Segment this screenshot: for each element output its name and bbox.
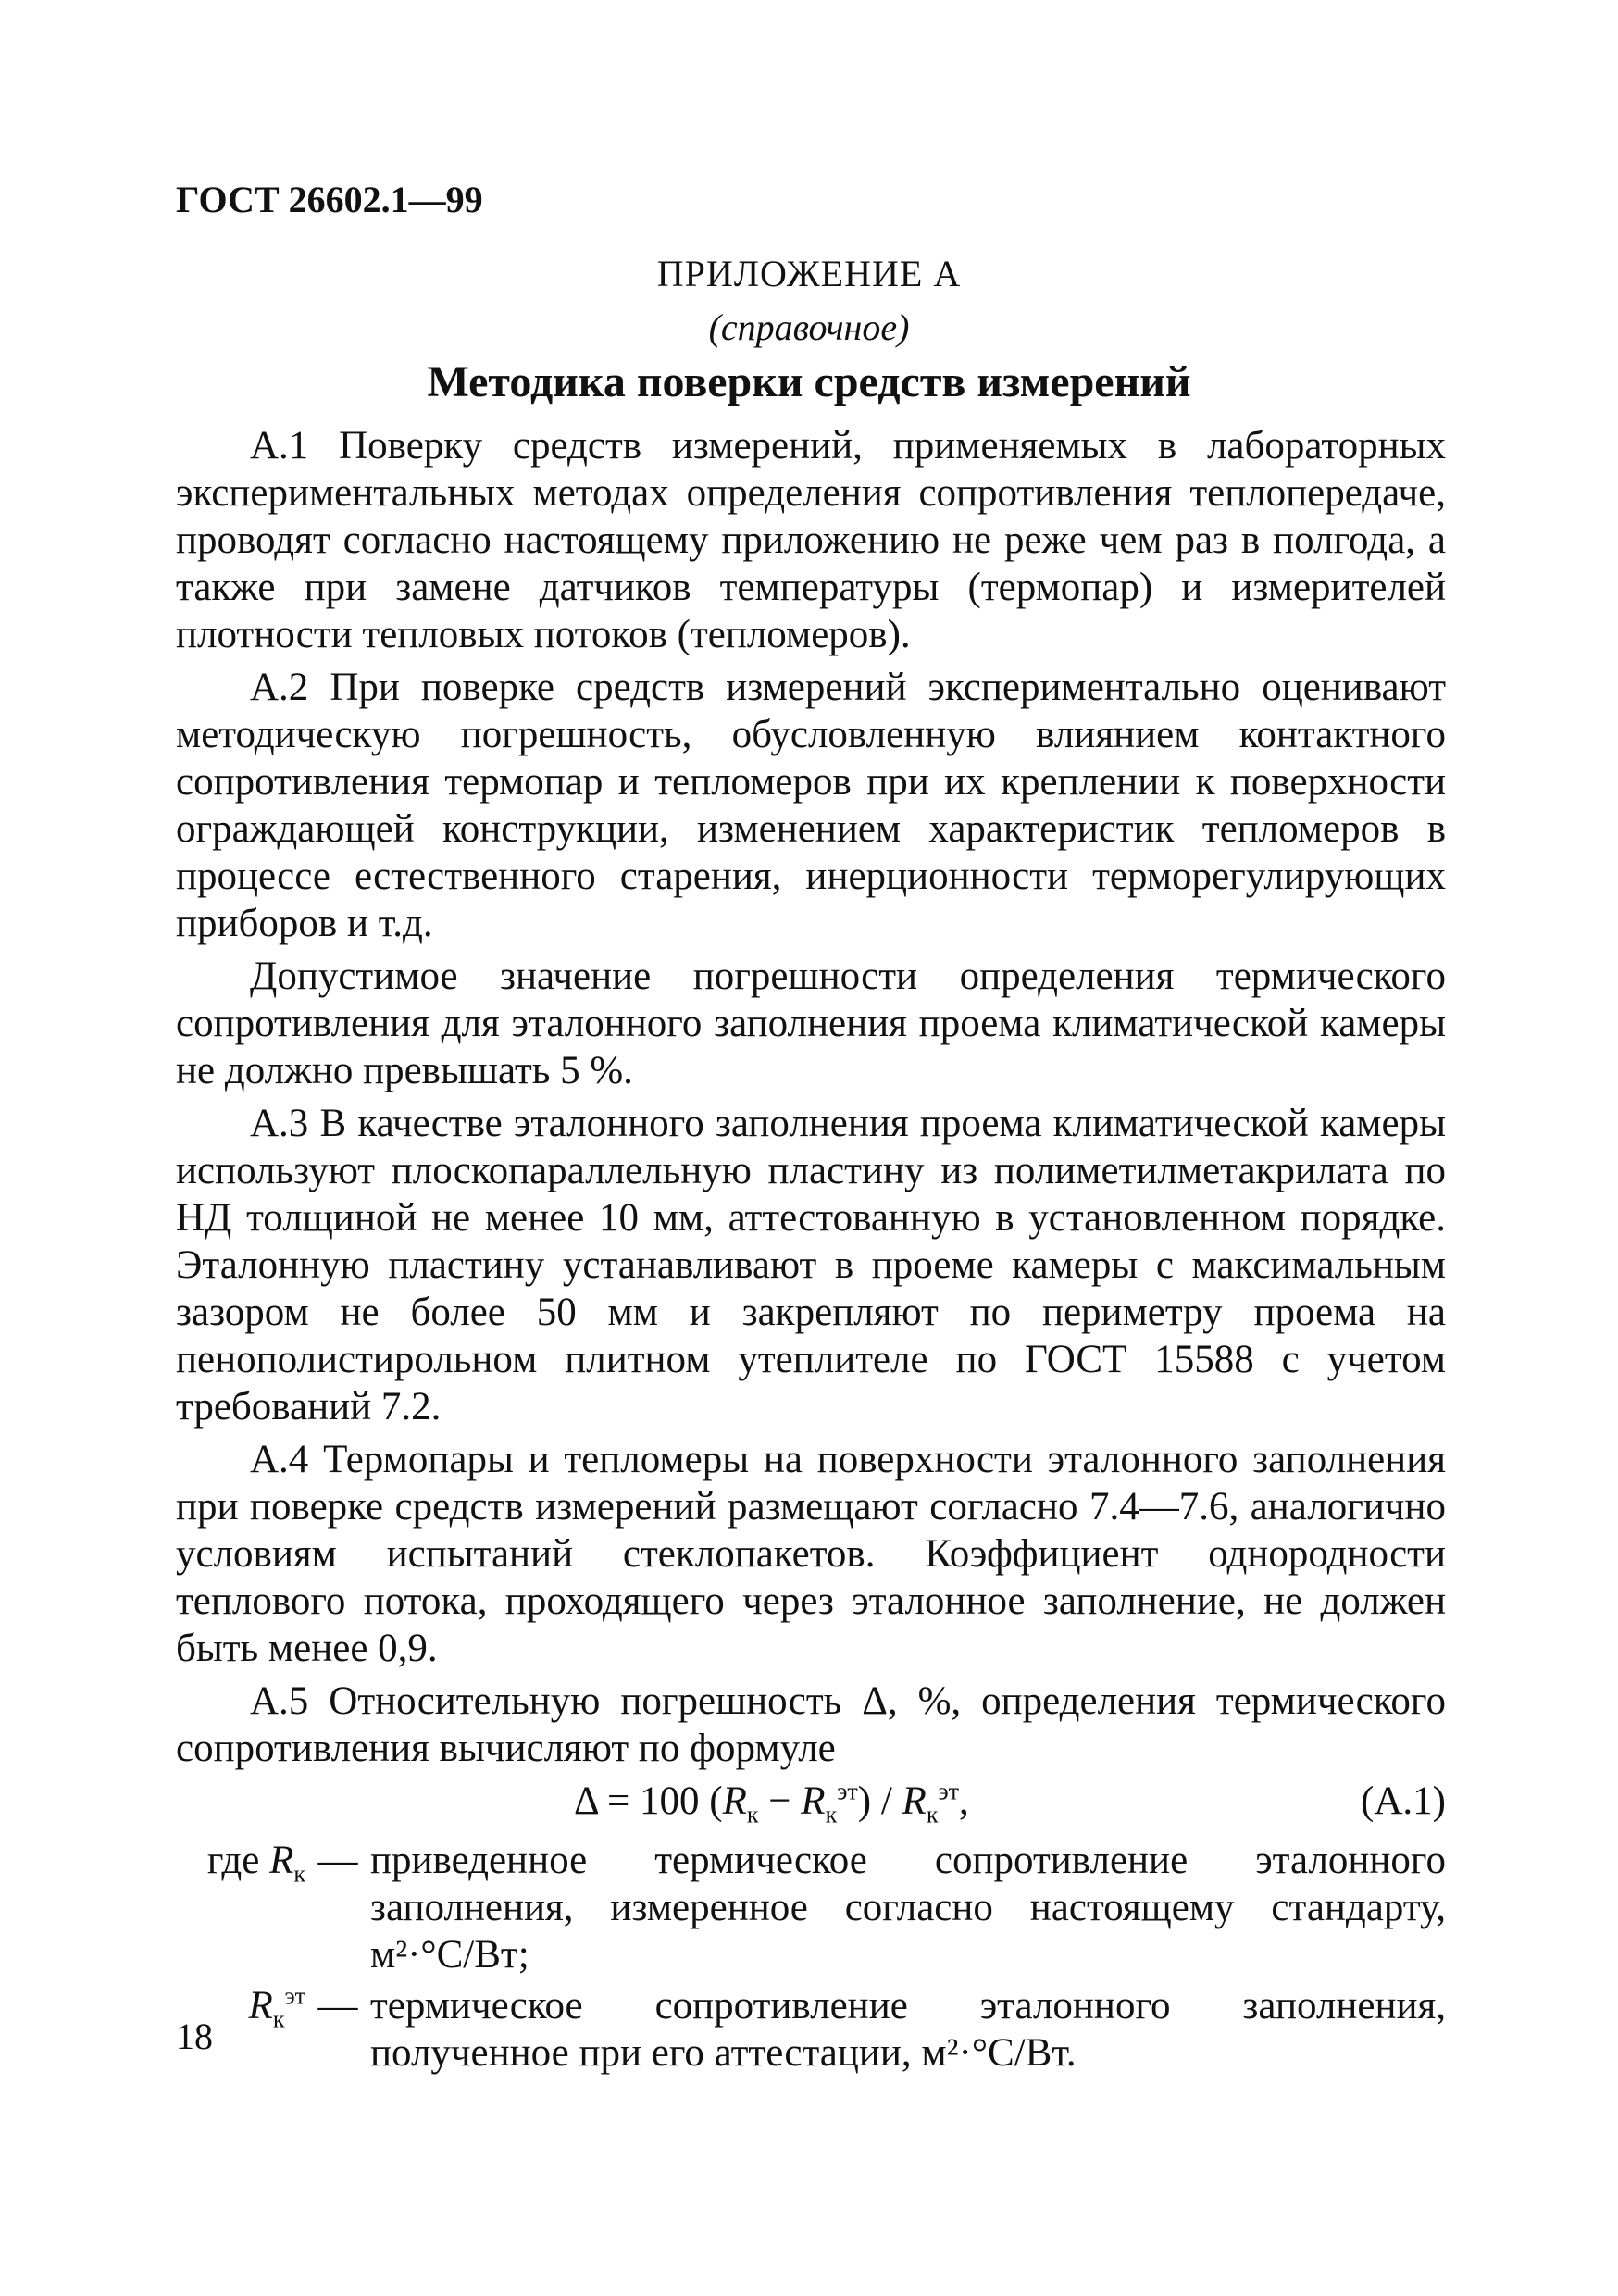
formula-r2-sup: эт: [837, 1778, 858, 1805]
definition-text: приведенное термическое сопротивление эталонного заполнения, измеренное согласно настоящему стандарту, м²·°С/Вт;: [370, 1839, 1446, 1977]
formula-a1: [176, 1778, 1446, 1833]
formula-r3-sup: эт: [938, 1778, 959, 1805]
paragraph-a2-continuation: Допустимое значение погрешности определения термического сопротивления для эталонного заполнения проема климатической камеры не должно превышать 5 %.: [176, 955, 1446, 1092]
paragraph-a4: А.4 Термопары и тепломеры на поверхности эталонного заполнения при поверке средств измерений размещают согласно 7.4—7.6, аналогично условиям испытаний стеклопакетов. Коэффициент однородности теплового потока, проходящего через эталонное заполнение, не должен быть менее 0,9.: [176, 1438, 1446, 1670]
formula-r2: R: [801, 1779, 826, 1823]
formula-r1: R: [722, 1779, 747, 1823]
formula-r3: R: [902, 1779, 927, 1823]
formula-expression: [574, 1778, 969, 1828]
section-title: Методика поверки средств измерений: [427, 357, 1191, 406]
appendix-type: (справочное): [708, 306, 910, 348]
formula-tail: ,: [958, 1779, 969, 1823]
definition-rk: [176, 1837, 1446, 1978]
formula-close-div: ) /: [857, 1779, 902, 1823]
definition-sub: к: [272, 2005, 285, 2033]
definition-dash: —: [317, 1984, 358, 2028]
definition-symbol: R: [269, 1839, 294, 1882]
definition-term: [176, 1837, 305, 1888]
formula-r2-sub: к: [825, 1801, 838, 1828]
formula-number: (А.1): [1361, 1779, 1446, 1823]
formula-r3-sub: к: [926, 1801, 939, 1828]
appendix-title: ПРИЛОЖЕНИЕ А: [656, 253, 962, 294]
definition-sup: эт: [284, 1982, 305, 2010]
formula-lhs: Δ = 100 (: [574, 1779, 723, 1823]
page-number: 18: [176, 2015, 213, 2057]
formula-r1-sub: к: [746, 1801, 759, 1828]
definition-rk-et: [176, 1982, 1446, 2077]
paragraph-a2: А.2 При поверке средств измерений экспериментально оценивают методическую погрешность, обусловленную влиянием контактного сопротивления термопар и тепломеров при их креплении к поверхности ограждающей конструкции, изменением характеристик тепломеров в процессе естественного старения, инерционности терморегулирующих приборов и т.д.: [176, 666, 1446, 945]
definition-symbol: R: [248, 1984, 273, 2028]
document-body: [176, 422, 1446, 2080]
paragraph-a5: А.5 Относительную погрешность Δ, %, определения термического сопротивления вычисляют по формуле: [176, 1679, 1446, 1770]
formula-minus: −: [758, 1779, 802, 1823]
definition-dash: —: [317, 1839, 358, 1882]
definition-sub: к: [293, 1860, 305, 1888]
definition-prefix: где: [206, 1839, 270, 1882]
paragraph-a3: А.3 В качестве эталонного заполнения проема климатической камеры используют плоскопараллельную пластину из полиметилметакрилата по НД толщиной не менее 10 мм, аттестованную в установленном порядке. Эталонную пластину устанавливают в проеме камеры с максимальным зазором не более 50 мм и закрепляют по периметру проема на пенополистирольном плитном утеплителе по ГОСТ 15588 с учетом требований 7.2.: [176, 1102, 1446, 1429]
definition-text: термическое сопротивление эталонного заполнения, полученное при его аттестации, м²·°С/Вт.: [370, 1984, 1446, 2075]
paragraph-a1: А.1 Поверку средств измерений, применяемых в лабораторных экспериментальных методах определения сопротивления теплопередаче, проводят согласно настоящему приложению не реже чем раз в полгода, а также при замене датчиков температуры (термопар) и измерителей плотности тепловых потоков (тепломеров).: [176, 424, 1446, 656]
document-header-id: ГОСТ 26602.1—99: [176, 179, 483, 220]
